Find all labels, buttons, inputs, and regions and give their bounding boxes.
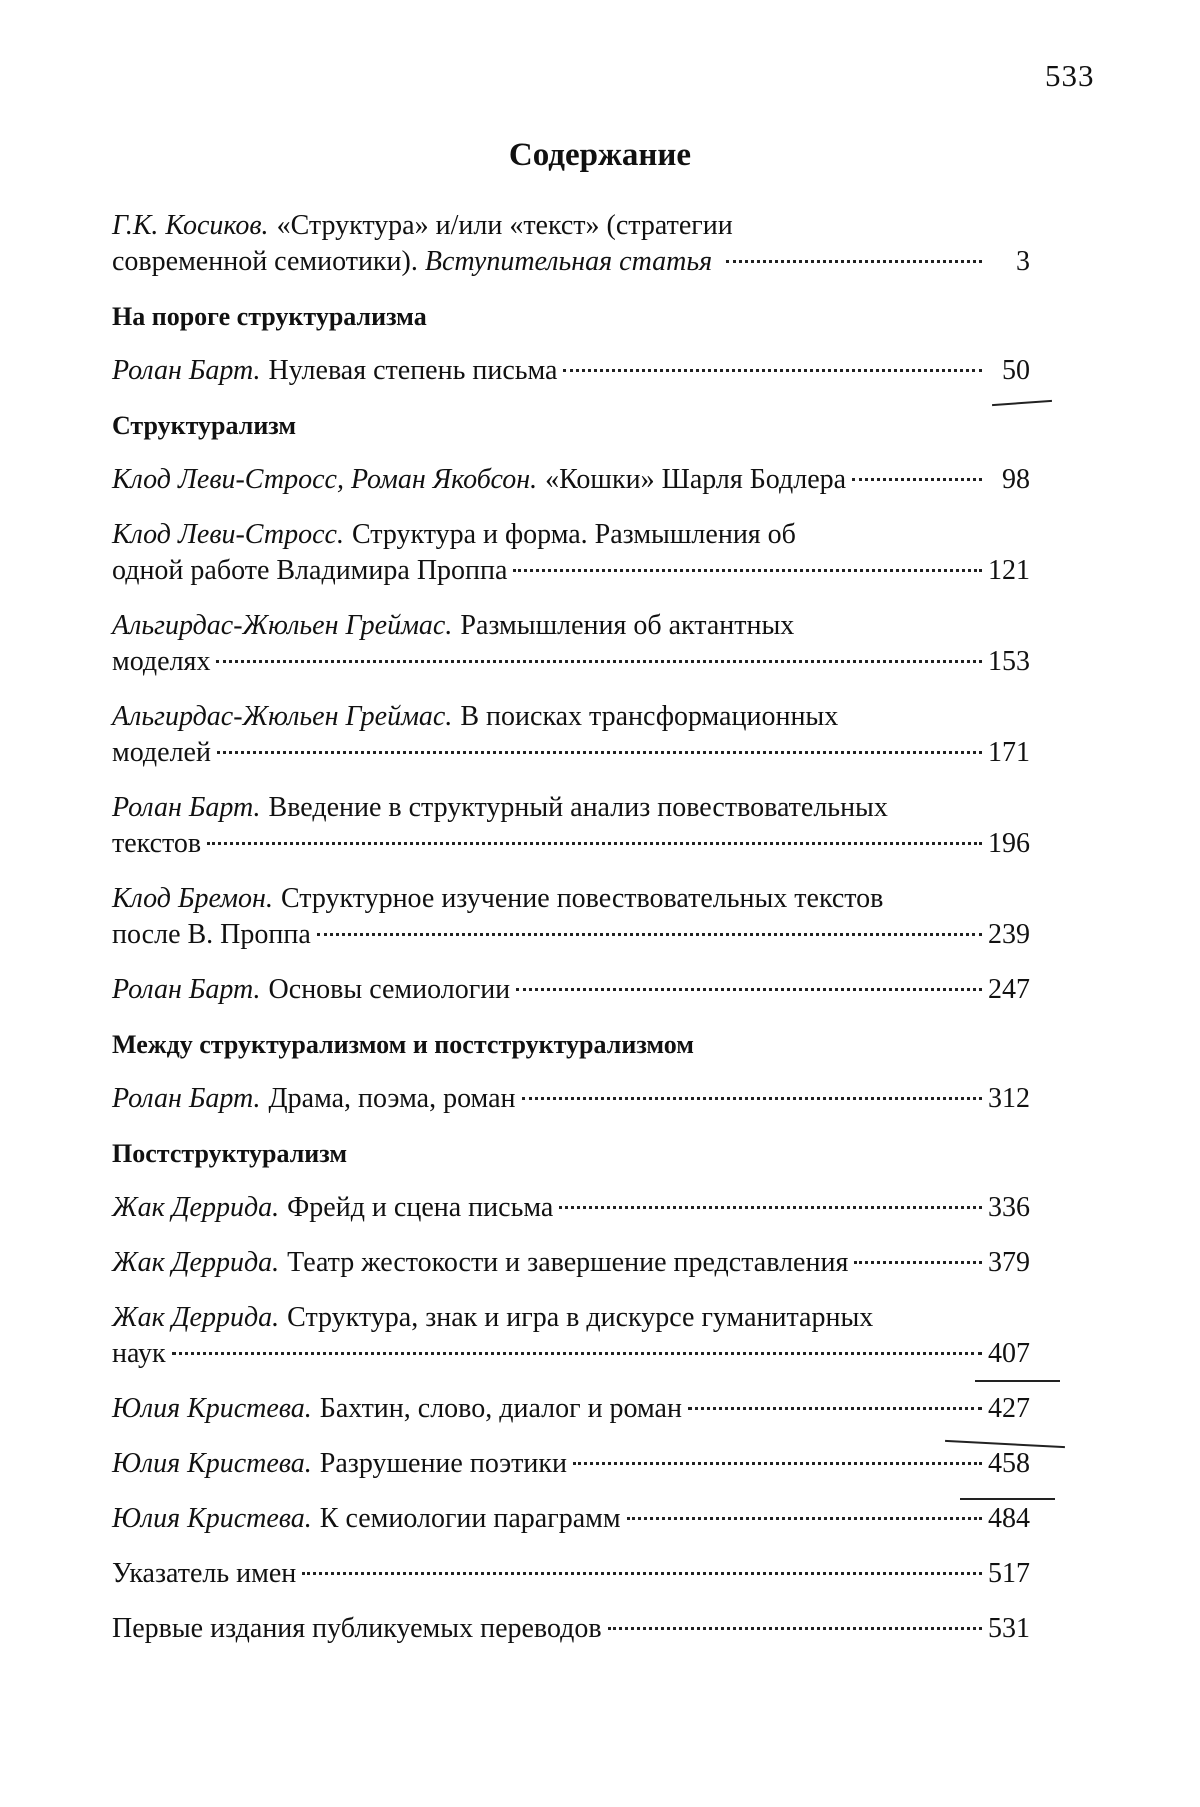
toc-entry[interactable] — [112, 462, 1030, 498]
entry-line — [112, 1336, 1030, 1372]
entry-author: Ролан Барт. — [112, 974, 261, 1005]
entry-title: Фрейд и сцена письма — [287, 1192, 554, 1223]
entry-text-wrap — [112, 1556, 296, 1592]
entry-author: Ролан Барт. — [112, 792, 261, 823]
toc-entry[interactable] — [112, 1245, 1030, 1281]
entry-text-wrap — [112, 972, 510, 1008]
entry-first-line — [112, 608, 1030, 644]
entry-page-number: 121 — [988, 555, 1030, 586]
toc-entry[interactable] — [112, 790, 1030, 862]
toc-entry[interactable] — [112, 1556, 1030, 1592]
entry-line — [112, 553, 1030, 589]
entry-page-number: 379 — [988, 1247, 1030, 1278]
entry-line — [112, 462, 1030, 498]
dot-leader — [608, 1627, 982, 1630]
section-heading: Между структурализмом и постструктурализмом — [112, 1030, 694, 1059]
entry-page-number: 98 — [1002, 464, 1030, 495]
entry-page-number: 336 — [988, 1192, 1030, 1223]
entry-title: после В. Проппа — [112, 919, 311, 950]
entry-title: современной семиотики). — [112, 246, 418, 277]
toc-entry[interactable] — [112, 972, 1030, 1008]
page-title: Содержание — [508, 137, 692, 173]
entry-author: Клод Бремон. — [112, 883, 273, 914]
section-heading: Постструктурализм — [112, 1139, 348, 1168]
entry-line — [112, 1245, 1030, 1281]
dot-leader — [522, 1097, 983, 1100]
pen-strike-mark — [975, 1380, 1060, 1382]
entry-page-number: 196 — [988, 828, 1030, 859]
dot-leader — [217, 751, 982, 754]
entry-text-wrap — [112, 1611, 602, 1647]
entry-title-italic: Вступительная статья — [424, 246, 713, 277]
dot-leader — [852, 478, 982, 481]
entry-page-number: 153 — [988, 646, 1030, 677]
entry-title: текстов — [112, 828, 202, 859]
entry-author: Ролан Барт. — [112, 355, 261, 386]
toc-entry[interactable] — [112, 1391, 1030, 1427]
entry-text-wrap — [112, 1446, 567, 1482]
entry-title-line1: Введение в структурный анализ повествовательных — [268, 792, 888, 823]
dot-leader — [688, 1407, 982, 1410]
dot-leader — [563, 369, 982, 372]
entry-author: Ролан Барт. — [112, 1083, 261, 1114]
entry-text-wrap — [112, 1391, 682, 1427]
entry-author: Клод Леви-Стросс. — [112, 519, 344, 550]
entry-line — [112, 244, 1030, 280]
entry-text-wrap — [112, 917, 311, 953]
dot-leader — [302, 1572, 982, 1575]
entry-title: Бахтин, слово, диалог и роман — [319, 1393, 682, 1424]
entry-page-number: 427 — [988, 1393, 1030, 1424]
entry-title: моделях — [112, 646, 211, 677]
entry-author: Жак Деррида. — [112, 1192, 280, 1223]
entry-author: Альгирдас-Жюльен Греймас. — [112, 610, 453, 641]
entry-text-wrap — [112, 1501, 621, 1537]
entry-title: наук — [112, 1338, 166, 1369]
entry-title-line1: Структурное изучение повествовательных текстов — [280, 883, 884, 914]
dot-leader — [854, 1261, 982, 1264]
entry-title: Основы семиологии — [268, 974, 511, 1005]
entry-page-number: 247 — [988, 974, 1030, 1005]
entry-first-line — [112, 699, 1030, 735]
entry-line — [112, 826, 1030, 862]
page-number: 533 — [1045, 58, 1095, 93]
entry-title: Первые издания публикуемых переводов — [112, 1613, 602, 1644]
dot-leader — [207, 842, 982, 845]
entry-title: Нулевая степень письма — [268, 355, 558, 386]
entry-author: Г.К. Косиков. — [112, 210, 269, 241]
toc-entry[interactable] — [112, 608, 1030, 680]
entry-text-wrap — [112, 735, 211, 771]
toc-entry[interactable] — [112, 1081, 1030, 1117]
entry-author: Альгирдас-Жюльен Греймас. — [112, 701, 453, 732]
entry-page-number: 458 — [988, 1448, 1030, 1479]
entry-author: Юлия Кристева. — [112, 1393, 312, 1424]
entry-author: Жак Деррида. — [112, 1302, 280, 1333]
entry-line — [112, 735, 1030, 771]
entry-line — [112, 644, 1030, 680]
entry-page-number: 312 — [988, 1083, 1030, 1114]
pen-underline-mark — [960, 1498, 1055, 1500]
entry-page-number: 171 — [988, 737, 1030, 768]
entry-line — [112, 1446, 1030, 1482]
entry-text-wrap — [112, 1245, 848, 1281]
entry-page-number: 407 — [988, 1338, 1030, 1369]
entry-page-number: 517 — [988, 1558, 1030, 1589]
entry-page-number: 3 — [1016, 246, 1030, 277]
entry-first-line — [112, 208, 1030, 244]
entry-title-line1: Размышления об актантных — [460, 610, 795, 641]
section-heading: Структурализм — [112, 411, 297, 440]
table-of-contents — [112, 208, 1030, 1666]
toc-entry[interactable] — [112, 881, 1030, 953]
entry-title: Театр жестокости и завершение представления — [287, 1247, 849, 1278]
dot-leader — [573, 1462, 982, 1465]
entry-text-wrap — [112, 553, 507, 589]
toc-entry[interactable] — [112, 1501, 1030, 1537]
entry-title-line1: Структура и форма. Размышления об — [351, 519, 796, 550]
entry-line — [112, 353, 1030, 389]
entry-title-line1: «Структура» и/или «текст» (стратегии — [276, 210, 733, 241]
toc-entry[interactable] — [112, 699, 1030, 771]
dot-leader — [172, 1352, 982, 1355]
entry-text-wrap — [112, 462, 846, 498]
toc-entry[interactable] — [112, 353, 1030, 389]
entry-title: «Кошки» Шарля Бодлера — [545, 464, 847, 495]
entry-text-wrap — [112, 1336, 166, 1372]
section-heading: На пороге структурализма — [112, 302, 427, 331]
entry-page-number: 484 — [988, 1503, 1030, 1534]
entry-title: моделей — [112, 737, 211, 768]
entry-line — [112, 1556, 1030, 1592]
toc-entry[interactable] — [112, 1300, 1030, 1372]
entry-text-wrap — [112, 244, 720, 280]
entry-author: Юлия Кристева. — [112, 1448, 312, 1479]
toc-entry[interactable] — [112, 1190, 1030, 1226]
dot-leader — [513, 569, 982, 572]
entry-page-number: 50 — [1002, 355, 1030, 386]
dot-leader — [516, 988, 982, 991]
dot-leader — [627, 1517, 982, 1520]
entry-author: Клод Леви-Стросс, Роман Якобсон. — [112, 464, 538, 495]
entry-author: Юлия Кристева. — [112, 1503, 312, 1534]
entry-title: Разрушение поэтики — [319, 1448, 567, 1479]
entry-page-number: 531 — [988, 1613, 1030, 1644]
entry-text-wrap — [112, 1081, 516, 1117]
toc-entry[interactable] — [112, 1611, 1030, 1647]
entry-title: Драма, поэма, роман — [268, 1083, 516, 1114]
entry-author: Жак Деррида. — [112, 1247, 280, 1278]
entry-text-wrap — [112, 1190, 553, 1226]
entry-title-line1: Структура, знак и игра в дискурсе гуманитарных — [287, 1302, 874, 1333]
toc-entry[interactable] — [112, 517, 1030, 589]
entry-line — [112, 917, 1030, 953]
entry-line — [112, 1391, 1030, 1427]
entry-line — [112, 972, 1030, 1008]
dot-leader — [559, 1206, 982, 1209]
toc-entry[interactable] — [112, 1446, 1030, 1482]
entry-title: одной работе Владимира Проппа — [112, 555, 508, 586]
entry-text-wrap — [112, 353, 557, 389]
entry-line — [112, 1611, 1030, 1647]
entry-first-line — [112, 1300, 1030, 1336]
entry-text-wrap — [112, 644, 210, 680]
dot-leader — [726, 260, 982, 263]
entry-first-line — [112, 517, 1030, 553]
entry-line — [112, 1190, 1030, 1226]
dot-leader — [216, 660, 982, 663]
toc-entry[interactable] — [112, 208, 1030, 280]
entry-title: Указатель имен — [112, 1558, 297, 1589]
entry-title-line1: В поисках трансформационных — [460, 701, 839, 732]
entry-line — [112, 1081, 1030, 1117]
entry-first-line — [112, 790, 1030, 826]
entry-line — [112, 1501, 1030, 1537]
entry-first-line — [112, 881, 1030, 917]
entry-text-wrap — [112, 826, 201, 862]
entry-title: К семиологии параграмм — [319, 1503, 621, 1534]
entry-page-number: 239 — [988, 919, 1030, 950]
dot-leader — [317, 933, 982, 936]
